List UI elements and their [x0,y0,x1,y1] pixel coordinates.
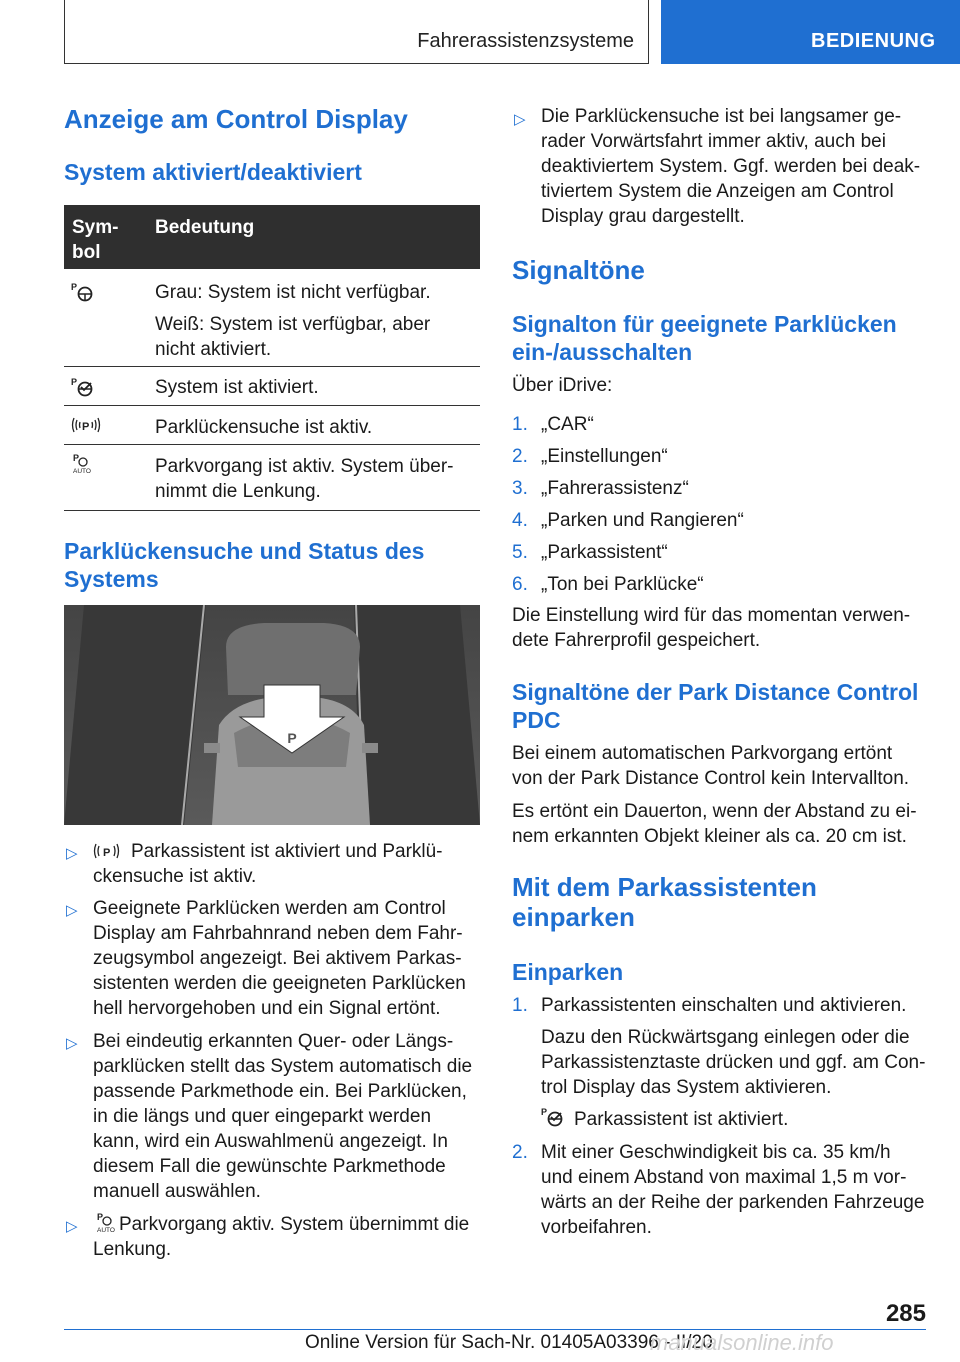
watermark: manualsonline.info [650,1330,834,1355]
svg-text:P: P [82,421,90,433]
parking-search-icon [71,414,101,436]
bullet-marker: ▷ [66,1218,78,1235]
svg-text:P: P [541,1107,548,1117]
heading-parkassistent-einparken: Mit dem Parkassistenten einparken [512,872,817,932]
heading-parking-search-status: Parklückensuche und Status des Systems [64,538,425,592]
table-divider [64,405,480,406]
parking-auto-icon [71,452,97,474]
idrive-label: Über iDrive: [512,375,613,396]
table-divider [64,510,480,511]
footer-online-version: Online Version für Sach-Nr. 01405A03396 - II/20 [305,1332,713,1353]
step-2-text: Mit einer Geschwindigkeit bis ca. 35 km/h und einem Abstand von maximal 1,5 m vor-wärts an der Reihe der parkenden Fahrzeuge vorbeifahren. [541,1142,925,1238]
header-chapter-title: BEDIENUNG [811,30,936,52]
svg-text:P: P [73,453,80,463]
menu-step: „CAR“ [541,414,594,435]
bullet-marker: ▷ [66,902,78,919]
heading-pdc: Signaltöne der Park Distance Control PDC [512,679,919,733]
step-number: 4. [512,510,528,531]
bullet-marker: ▷ [66,845,78,862]
bullet-marker: ▷ [66,1035,78,1052]
step-number: 1. [512,414,528,435]
step-number: 1. [512,995,528,1016]
page-number: 285 [885,1300,926,1327]
table-col-meaning: Bedeutung [155,217,255,238]
heading-signalton-toggle: Signalton für geeignete Parklücken ein-/ausschalten [512,311,897,365]
svg-text:P: P [71,377,78,387]
parking-assist-illustration [64,605,480,825]
menu-step: „Parkassistent“ [541,542,668,563]
table-row-3-text: Parklückensuche ist aktiv. [155,417,373,438]
parking-scene-graphic [64,605,480,825]
svg-text:AUTO: AUTO [73,468,91,474]
menu-step: „Ton bei Parklücke“ [541,574,704,595]
parking-steering-active-icon [541,1106,567,1128]
step-1-detail: Dazu den Rückwärtsgang einlegen oder die Parkassistenztaste drücken und ggf. am Con-trol Display das System aktivieren. [541,1027,926,1098]
header-section-title: Fahrerassistenzsysteme [417,30,634,52]
header-section-box [64,0,649,64]
table-row-1-text1: Grau: System ist nicht verfügbar. [155,282,431,303]
svg-text:AUTO: AUTO [97,1227,115,1233]
step-number: 2. [512,446,528,467]
step-1-status: Parkassistent ist aktiviert. [574,1109,789,1130]
menu-step: „Fahrerassistenz“ [541,478,689,499]
bullet-marker: ▷ [514,111,526,128]
menu-step: „Parken und Rangieren“ [541,510,744,531]
step-number: 6. [512,574,528,595]
bullet-text-4: Parkvorgang aktiv. System übernimmt die Lenkung. [93,1214,470,1260]
pdc-paragraph-2: Es ertönt ein Dauerton, wenn der Abstand zu ei-nem erkannten Objekt kleiner als ca. 20 cm ist. [512,801,917,847]
table-divider [64,366,480,367]
step-number: 5. [512,542,528,563]
svg-text:P: P [71,282,78,292]
parking-steering-icon [71,281,97,303]
table-row-2-text: System ist aktiviert. [155,377,319,398]
bullet-text-right: Die Parklückensuche ist bei langsamer ge-rader Vorwärtsfahrt immer aktiv, auch bei deaktiviertem System. Ggf. werden bei deak-tiviertem System die Anzeigen am Control Display grau dargestellt. [541,106,921,227]
step-number: 3. [512,478,528,499]
table-row-1-text2: Weiß: System ist verfügbar, aber nicht aktiviert. [155,314,431,360]
svg-text:P: P [103,847,111,859]
profile-note: Die Einstellung wird für das momentan verwen-dete Fahrerprofil gespeichert. [512,605,911,651]
table-col-symbol: Sym- bol [72,217,119,263]
heading-control-display: Anzeige am Control Display [64,104,408,134]
parking-steering-active-icon [71,376,97,398]
step-1-text: Parkassistenten einschalten und aktivieren. [541,995,907,1016]
table-divider [64,444,480,445]
svg-text:P: P [97,1212,104,1222]
bullet-text-3: Bei eindeutig erkannten Quer- oder Längs-parklücken stellt das System automatisch die passende Parkmethode ein. Bei Parklücken, in die längs und quer eingeparkt werden kann, wird ein Auswahlmenü angezeigt. In diesem Fall die gewünschte Parkmethode manuell auswählen. [93,1031,473,1202]
bullet-text-2: Geeignete Parklücken werden am Control Display am Fahrbahnrand neben dem Fahr-zeugsymbol angezeigt. Bei aktivem Parkas-sistenten werden die geeigneten Parklücken hell hervorgehoben und ein Signal ertönt. [93,898,466,1019]
table-row-4-text: Parkvorgang ist aktiv. System über-nimmt die Lenkung. [155,456,454,502]
heading-system-status: System aktiviert/deaktiviert [64,159,362,185]
menu-step: „Einstellungen“ [541,446,668,467]
svg-text:P: P [287,730,297,746]
step-number: 2. [512,1142,528,1163]
heading-signaltoene: Signaltöne [512,255,645,285]
heading-einparken: Einparken [512,959,624,985]
bullet-text-1: Parkassistent ist aktiviert und Parklü-ckensuche ist aktiv. [93,841,443,887]
header-chapter-box [661,0,960,64]
table-header [64,205,480,269]
pdc-paragraph-1: Bei einem automatischen Parkvorgang ertönt von der Park Distance Control kein Intervallton. [512,743,910,789]
